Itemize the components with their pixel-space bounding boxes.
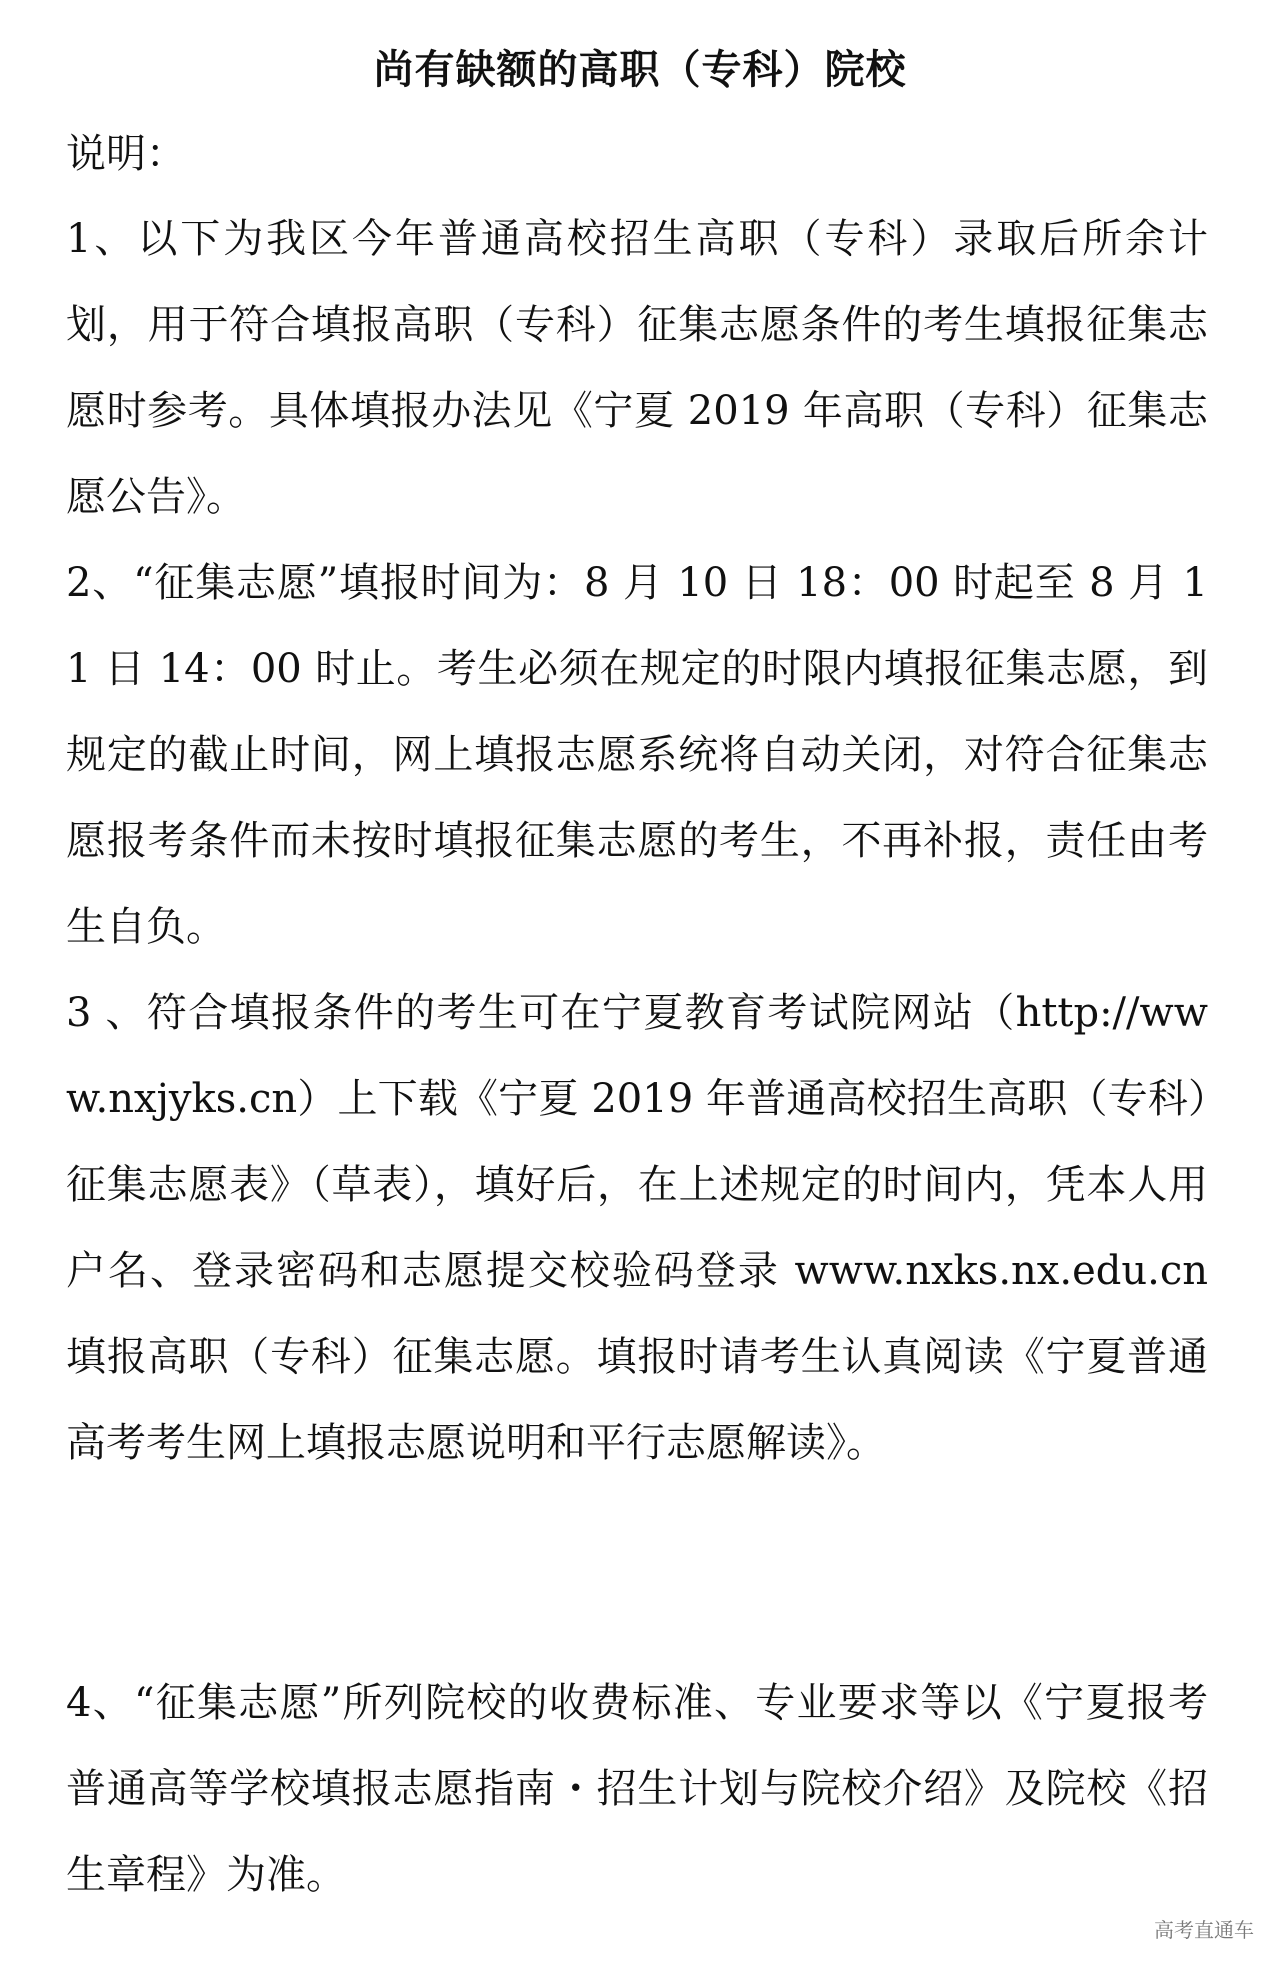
note-paragraph-2: 2、“征集志愿”填报时间为：8 月 10 日 18：00 时起至 8 月 11 日 14：00 时止。考生必须在规定的时限内填报征集志愿，到规定的截止时间，网上填报志愿系统将自动关闭，对符合征集志愿报考条件而未按时填报征集志愿的考生，不再补报，责任由考生自负。: [66, 560, 1208, 950]
watermark: 高考直通车: [1154, 1918, 1254, 1942]
note-paragraph-3: 3 、符合填报条件的考生可在宁夏教育考试院网站（http://www.nxjyks.cn）上下载《宁夏 2019 年普通高校招生高职（专科）征集志愿表》（草表），填好后，在上述规定的时间内，凭本人用户名、登录密码和志愿提交校验码登录 www.nxks.nx.edu.cn 填报高职（专科）征集志愿。填报时请考生认真阅读《宁夏普通高考考生网上填报志愿说明和平行志愿解读》。: [66, 990, 1208, 1466]
notes-label: 说明：: [66, 131, 186, 177]
note-paragraph-1: 1、以下为我区今年普通高校招生高职（专科）录取后所余计划，用于符合填报高职（专科）征集志愿条件的考生填报征集志愿时参考。具体填报办法见《宁夏 2019 年高职（专科）征集志愿公告》。: [66, 216, 1208, 520]
document-title: 尚有缺额的高职（专科）院校: [373, 46, 907, 93]
note-paragraph-4: 4、“征集志愿”所列院校的收费标准、专业要求等以《宁夏报考普通高等学校填报志愿指南・招生计划与院校介绍》及院校《招生章程》为准。: [66, 1680, 1208, 1898]
